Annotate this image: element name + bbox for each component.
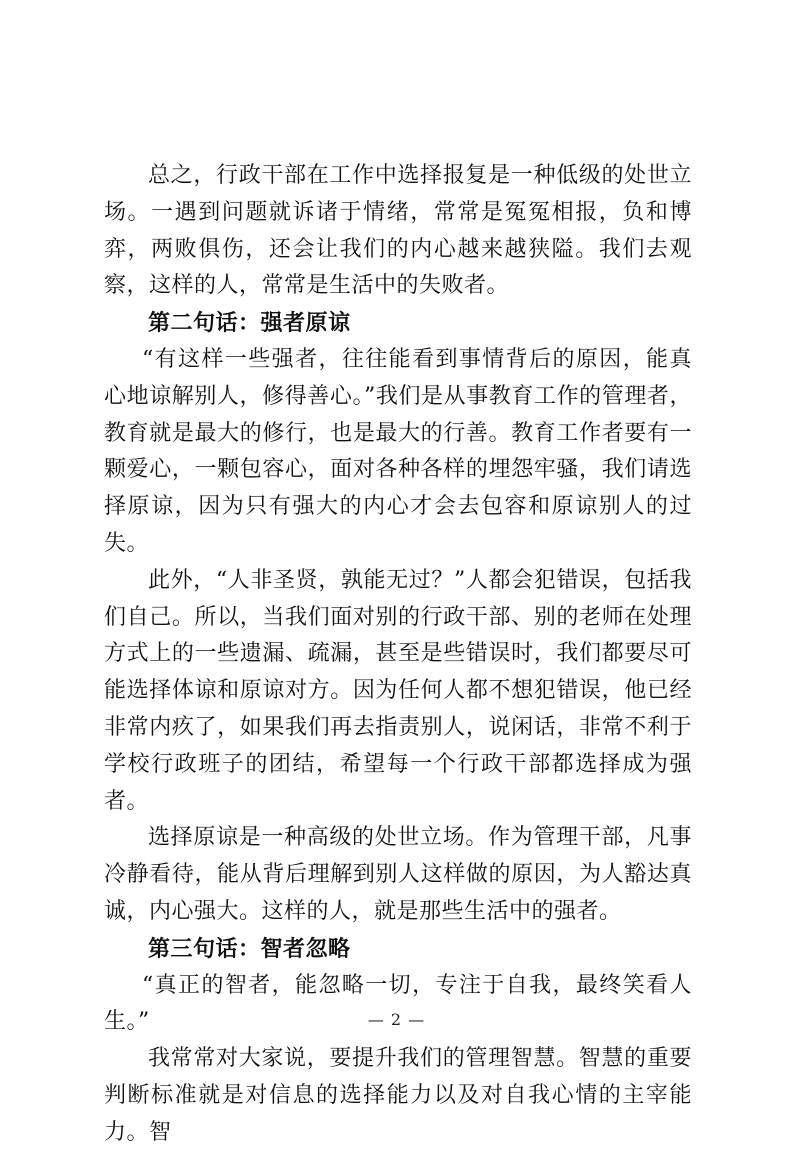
page-number: — 2 — bbox=[367, 1010, 426, 1029]
paragraph-strong-quote: “有这样一些强者，往往能看到事情背后的原因，能真心地谅解别人，修得善心。”我们是从事教育工作的管理者，教育就是最大的修行，也是最大的行善。教育工作者要有一颗爱心，一颗包容心，面对各种各样的埋怨牢骚，我们请选择原谅，因为只有强大的内心才会去包容和原谅别人的过失。 bbox=[104, 346, 692, 556]
paragraph-besides: 此外，“人非圣贤，孰能无过？”人都会犯错误，包括我们自己。所以，当我们面对别的行政干部、别的老师在处理方式上的一些遗漏、疏漏，甚至是些错误时，我们都要尽可能选择体谅和原谅对方。因为任何人都不想犯错误，他已经非常内疚了，如果我们再去指责别人，说闲话，非常不利于学校行政班子的团结，希望每一个行政干部都选择成为强者。 bbox=[104, 567, 692, 814]
document-body bbox=[104, 158, 692, 1152]
paragraph-wise-quote: “真正的智者，能忽略一切，专注于自我，最终笑看人生。” bbox=[104, 972, 692, 1035]
paragraph-summary: 总之，行政干部在工作中选择报复是一种低级的处世立场。一遇到问题就诉诸于情绪，常常是冤冤相报，负和博弈，两败俱伤，还会让我们的内心越来越狭隘。我们去观察，这样的人，常常是生活中的失败者。 bbox=[104, 163, 692, 299]
paragraph-forgive: 选择原谅是一种高级的处世立场。作为管理干部，凡事冷静看待，能从背后理解到别人这样做的原因，为人豁达真诚，内心强大。这样的人，就是那些生活中的强者。 bbox=[104, 825, 692, 924]
paragraph-wisdom: 我常常对大家说，要提升我们的管理智慧。智慧的重要判断标准就是对信息的选择能力以及对自我心情的主宰能力。智 bbox=[104, 1046, 692, 1145]
section-heading-second: 第二句话：强者原谅 bbox=[148, 310, 351, 337]
section-heading-third: 第三句话：智者忽略 bbox=[148, 935, 351, 962]
